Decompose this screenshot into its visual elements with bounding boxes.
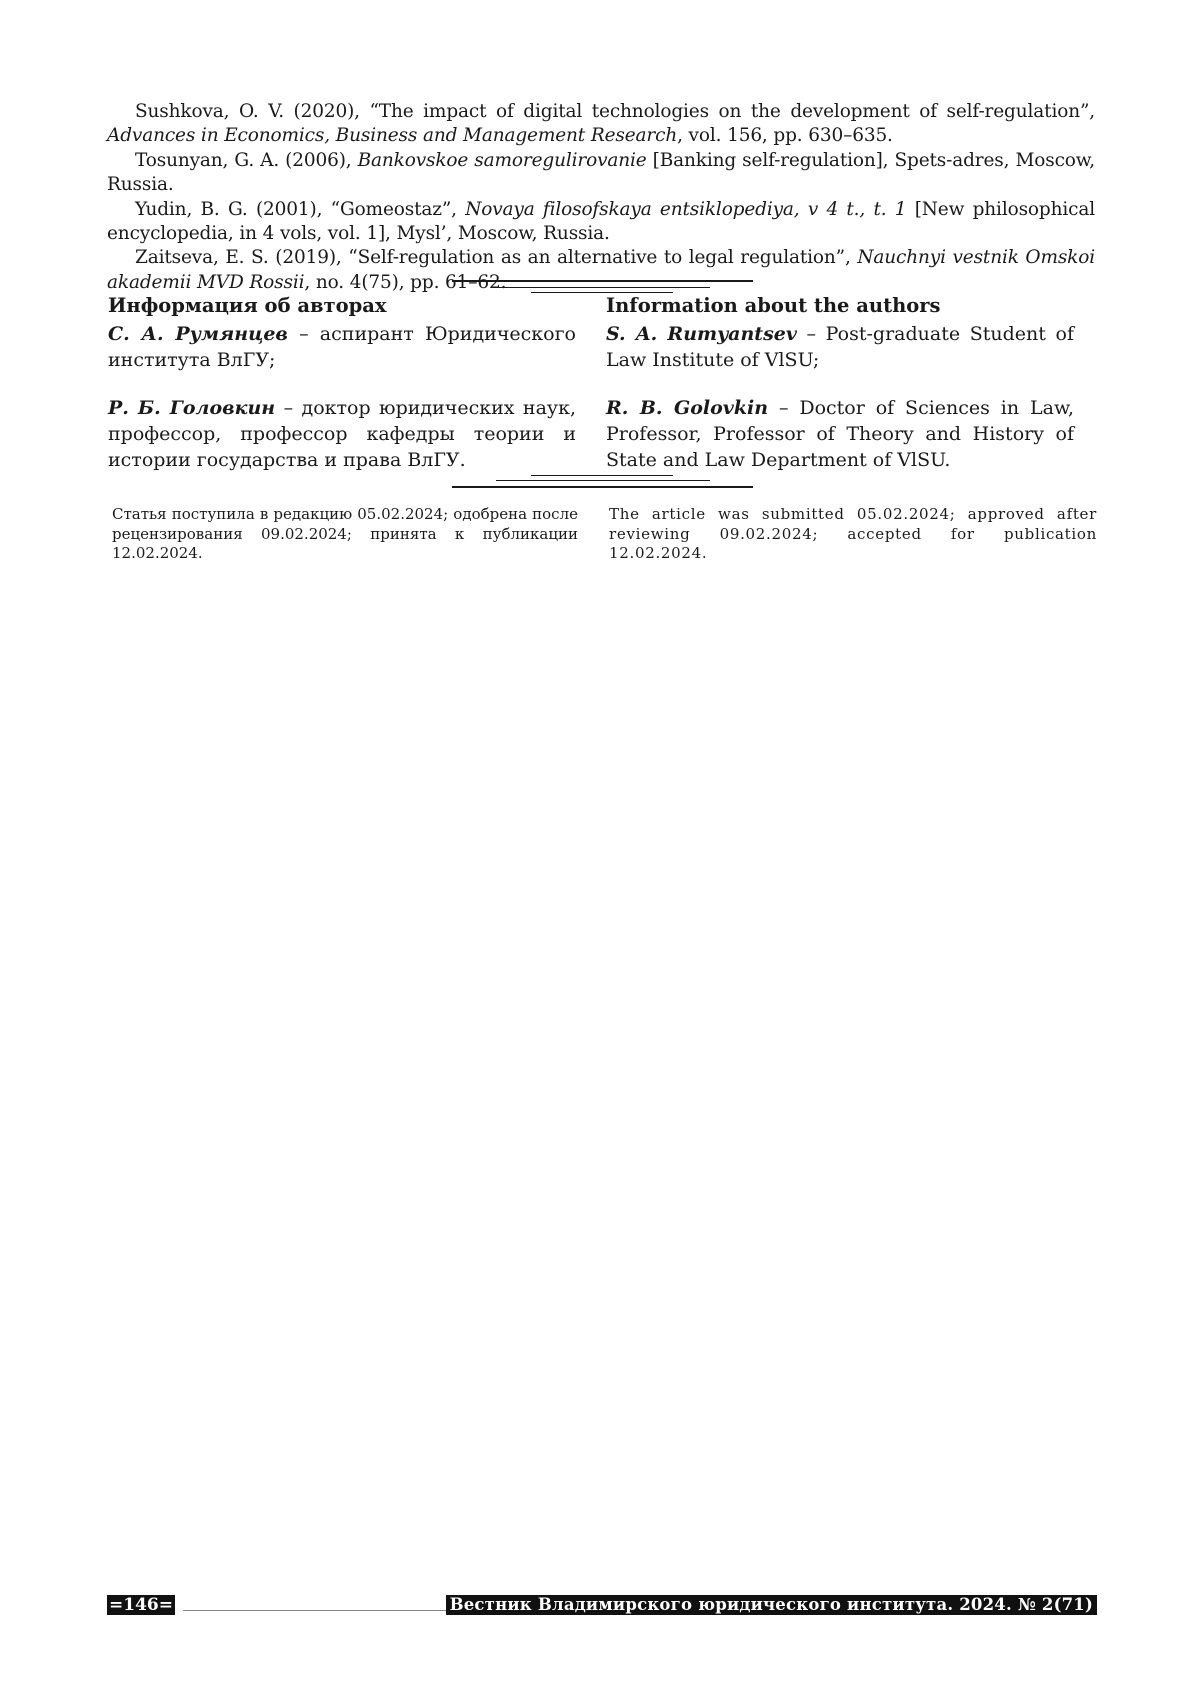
reference-text: Zaitseva, E. S. (2019), “Self-regulation as an alternative to legal regulation”,: [135, 247, 858, 269]
reference-details: [Banking self-regulation], Spets-adres, Moscow, Russia.: [107, 149, 1095, 196]
author-description: – Post-graduate Student of Law Institute of VlSU;: [606, 323, 1074, 371]
author-entry: [606, 321, 1074, 373]
author-entry: [108, 321, 576, 373]
author-name: S. A. Rumyantsev: [606, 323, 797, 345]
reference-details: [New philosophical encyclopedia, in 4 vols, vol. 1], Mysl’, Moscow, Russia.: [107, 198, 1095, 245]
author-description: – Doctor of Sciences in Law, Professor, Professor of Theory and History of State and Law Department of VlSU.: [606, 397, 1074, 471]
authors-heading-en: Information about the authors: [606, 294, 941, 317]
authors-info-ru: [108, 293, 576, 473]
author-description: – аспирант Юридического института ВлГУ;: [108, 323, 576, 371]
author-description: – доктор юридических наук, профессор, профессор кафедры теории и истории государства и права ВлГУ.: [108, 397, 576, 471]
reference-text: Sushkova, O. V. (2020), “The impact of digital technologies on the development of self-regulation”,: [135, 101, 1095, 122]
references-list: [107, 100, 1095, 295]
author-entry: [606, 395, 1074, 473]
page-footer: [107, 1594, 1097, 1618]
reference-source-title: Advances in Economics, Business and Management Research: [107, 125, 678, 147]
journal-title: Вестник Владимирского юридического института. 2024. № 2(71): [446, 1595, 1097, 1615]
reference-item: [107, 198, 1095, 247]
section-divider-bottom: [0, 486, 1200, 502]
authors-heading-ru: Информация об авторах: [108, 294, 387, 317]
reference-item: [107, 100, 1095, 149]
author-name: С. А. Румянцев: [108, 323, 288, 345]
author-name: R. B. Golovkin: [606, 397, 769, 419]
article-dates-ru: Статья поступила в редакцию 05.02.2024; одобрена после рецензирования 09.02.2024; принята к публикации 12.02.2024.: [112, 505, 578, 562]
reference-item: [107, 149, 1095, 198]
authors-info-en: [606, 293, 1074, 473]
reference-source-title: Nauchnyi vestnik Omskoi akademii MVD Rossii: [107, 247, 1095, 293]
reference-details: , no. 4(75), pp. 61–62.: [304, 271, 507, 293]
article-dates-en: The article was submitted 05.02.2024; approved after reviewing 09.02.2024; accepted for publication 12.02.2024.: [609, 505, 1097, 562]
reference-details: , vol. 156, pp. 630–635.: [677, 125, 893, 147]
reference-text: Tosunyan, G. A. (2006),: [135, 149, 358, 171]
reference-source-title: Novaya filosofskaya entsiklopediya, v 4 t., t. 1: [465, 198, 907, 220]
reference-source-title: Bankovskoe samoregulirovanie: [357, 149, 647, 171]
page-number: =146=: [109, 1595, 173, 1615]
reference-text: Yudin, B. G. (2001), “Gomeostaz”,: [135, 198, 466, 220]
author-name: Р. Б. Головкин: [108, 397, 276, 419]
author-entry: [108, 395, 576, 473]
